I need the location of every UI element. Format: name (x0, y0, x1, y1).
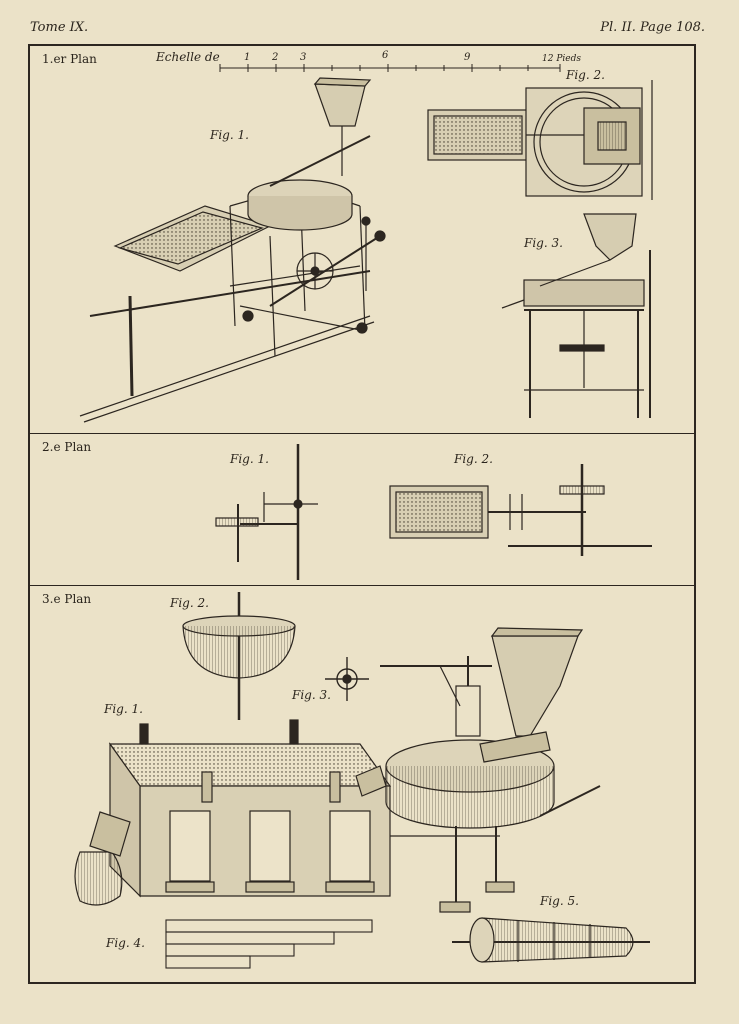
plan-1-panel (30, 46, 694, 434)
plan-2-label: 2.e Plan (42, 440, 92, 454)
plan-1-label: 1.er Plan (42, 52, 97, 66)
plan-3-fig-1-label: Fig. 1. (104, 702, 143, 716)
plan-3-fig-2-label: Fig. 2. (170, 596, 209, 610)
plan-3-fig-1-drawing (60, 626, 620, 946)
plan-2-fig-1-label: Fig. 1. (230, 452, 269, 466)
scale-tick-2: 2 (272, 52, 279, 63)
scale-tick-9: 9 (464, 52, 471, 63)
plan-3-fig-5-drawing (450, 906, 650, 976)
plan-1-fig-3-label: Fig. 3. (524, 236, 563, 250)
plan-3-label: 3.e Plan (42, 592, 92, 606)
plate-page-number: Pl. II. Page 108. (600, 20, 705, 35)
scale-tick-6: 6 (382, 50, 389, 61)
plan-1-fig-3-drawing (500, 210, 680, 430)
plan-3-panel (30, 586, 694, 982)
scale-end-label: 12 Pieds (542, 54, 581, 64)
plan-3-fig-4-label: Fig. 4. (106, 936, 145, 950)
scale-label: Echelle de (156, 50, 220, 64)
plate-frame (28, 44, 696, 984)
plan-3-fig-4-drawing (164, 916, 404, 976)
plan-3-fig-3-label: Fig. 3. (292, 688, 331, 702)
plan-1-fig-2-drawing (426, 80, 666, 210)
plan-2-panel (30, 434, 694, 586)
plan-1-fig-2-label: Fig. 2. (566, 68, 605, 82)
plan-3-fig-5-label: Fig. 5. (540, 894, 579, 908)
plan-2-fig-2-drawing (386, 464, 676, 574)
scale-tick-3: 3 (300, 52, 307, 63)
plan-2-fig-1-drawing (210, 442, 350, 582)
plan-1-fig-1-drawing (70, 66, 450, 436)
plan-2-fig-2-label: Fig. 2. (454, 452, 493, 466)
plan-1-fig-1-label: Fig. 1. (210, 128, 249, 142)
tome-number: Tome IX. (30, 20, 89, 35)
scale-tick-1: 1 (244, 52, 251, 63)
